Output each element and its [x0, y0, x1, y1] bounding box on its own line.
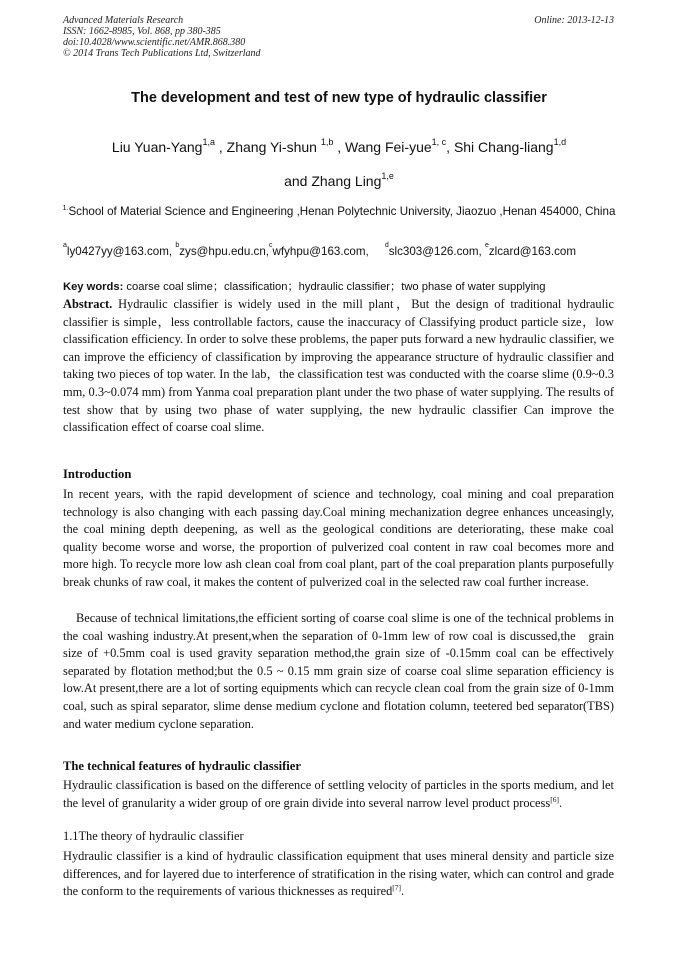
author-separator: , [333, 139, 346, 155]
technical-paragraph-1-text: Hydraulic classification is based on the difference of settling velocity of particles in the sports medium, and let the level of granularity a wider group of ore grain divide into several narrow level product process [63, 778, 614, 810]
author-name: Shi Chang-liang [453, 139, 554, 155]
email-mark: b [175, 242, 180, 249]
email-address: wfyhpu@163.com, [272, 245, 385, 258]
author-name: and Zhang Ling [284, 173, 382, 189]
journal-copyright: © 2014 Trans Tech Publications Ltd, Switzerland [63, 48, 261, 59]
keywords [63, 278, 618, 294]
theory-subheading: 1.1The theory of hydraulic classifier [63, 829, 244, 843]
citation-ref[interactable]: [7] [392, 883, 402, 893]
affiliation-mark: 1. [62, 205, 69, 212]
author-name: Zhang Yi-shun [226, 139, 321, 155]
author-list [20, 130, 658, 198]
paper-title: The development and test of new type of hydraulic classifier [131, 90, 547, 106]
author-separator: , [214, 139, 227, 155]
abstract-label: Abstract. [63, 297, 113, 311]
sentence-end: . [558, 795, 563, 810]
author-name: Liu Yuan-Yang [111, 139, 203, 155]
author-affil-mark: 1,b [320, 137, 334, 147]
author-affil-mark: 1,a [202, 137, 215, 147]
introduction-paragraph-1: In recent years, with the rapid development of science and technology, coal mining and coal preparation technology is also changing with each passing day.Coal mining mechanization degree enhances unceasingly, the coal mining depth deepening, as well as the geological conditions are deteriorating, these make coal quality become worse and worse, the proportion of pulverized coal content in raw coal becomes more and more high. To recycle more low ash clean coal from coal plant, part of the coal preparation plants purposefully break chunks of raw coal, it makes the content of pulverized coal in the selected raw coal further increase. [63, 487, 614, 589]
email-address: zlcard@163.com [488, 245, 577, 258]
introduction-paragraph-2: Because of technical limitations,the efficient sorting of coarse coal slime is one of the technical problems in the coal washing industry.At present,when the separation of 0-1mm lew of row coal is discussed,the grain size of +0.5mm coal is used gravity separation method,the grain size of -0.15mm coal can be effectively separated by flotation method;but the 0.5 ~ 0.15 mm grain size of coarse coal slime separation efficiency is low.At present,there are a lot of sorting equipments which can recycle clean coal from the grain size of 0-1mm coal, such as spiral separator, slime dense medium cyclone and flotation column, teetered bed separator(TBS) and water medium cyclone separation. [63, 611, 618, 731]
journal-issn: ISSN: 1662-8985, Vol. 868, pp 380-385 [63, 26, 221, 37]
citation-ref[interactable]: [6] [550, 794, 559, 804]
introduction-heading: Introduction [63, 467, 132, 481]
author-separator: , [446, 139, 454, 155]
journal-name: Advanced Materials Research [63, 15, 184, 26]
sentence-end: . [401, 884, 405, 899]
author-affil-mark: 1,d [553, 137, 567, 147]
author-name: Wang Fei-yue [345, 139, 432, 155]
email-mark: e [484, 242, 489, 249]
author-line-2 [20, 164, 658, 198]
affiliation-text: School of Material Science and Engineering ,Henan Polytechnic University, Jiaozuo ,Henan 454000, China [68, 205, 616, 218]
email-mark: a [63, 242, 67, 249]
theory-paragraph-text: Hydraulic classifier is a kind of hydraulic classification equipment that uses mineral density and particle size differences, and for layered due to interference of stratification in the rising water, which can control and grade the conform to the requirements of various thicknesses as required [63, 849, 614, 899]
keywords-text: coarse coal slime；classification；hydraulic classifier；two phase of water supplying [123, 281, 546, 293]
email-mark: c [269, 242, 273, 249]
author-affil-mark: 1, c [431, 137, 447, 147]
journal-doi: doi:10.4028/www.scientific.net/AMR.868.380 [63, 37, 246, 48]
keywords-label: Key words: [63, 281, 124, 293]
abstract-text: Hydraulic classifier is widely used in the mill plant，But the design of traditional hydraulic classifier is simple，less controllable factors, cause the inaccuracy of Classifying product particle size，low classification efficiency. In order to solve these problems, the paper puts forward a new hydraulic classifier, we can improve the efficiency of classification by improving the appearance structure of hydraulic classifier and taking two pieces of top water. In the lab，the classification test was conducted with the coarse slime (0.9~0.3 mm, 0.3~0.074 mm) from Yanma coal preparation plant under the two phase of water supplying. The results of test show that by using two phase of water supplying, the new hydraulic classifier Can improve the classification effect of coarse coal slime. [63, 297, 614, 435]
affiliation [60, 203, 618, 221]
email-address: slc303@126.com, [388, 245, 485, 258]
online-date: Online: 2013-12-13 [534, 15, 614, 26]
journal-header [63, 15, 261, 59]
email-address: ly0427yy@163.com, [66, 245, 176, 258]
author-affil-mark: 1,e [381, 171, 394, 181]
technical-features-heading: The technical features of hydraulic classifier [63, 759, 301, 773]
email-mark: d [384, 242, 389, 249]
abstract [63, 296, 614, 437]
theory-paragraph [63, 848, 614, 901]
email-list [63, 242, 623, 258]
author-line-1 [20, 130, 658, 164]
email-address: zys@hpu.edu.cn, [179, 245, 270, 258]
technical-paragraph-1 [63, 777, 614, 812]
